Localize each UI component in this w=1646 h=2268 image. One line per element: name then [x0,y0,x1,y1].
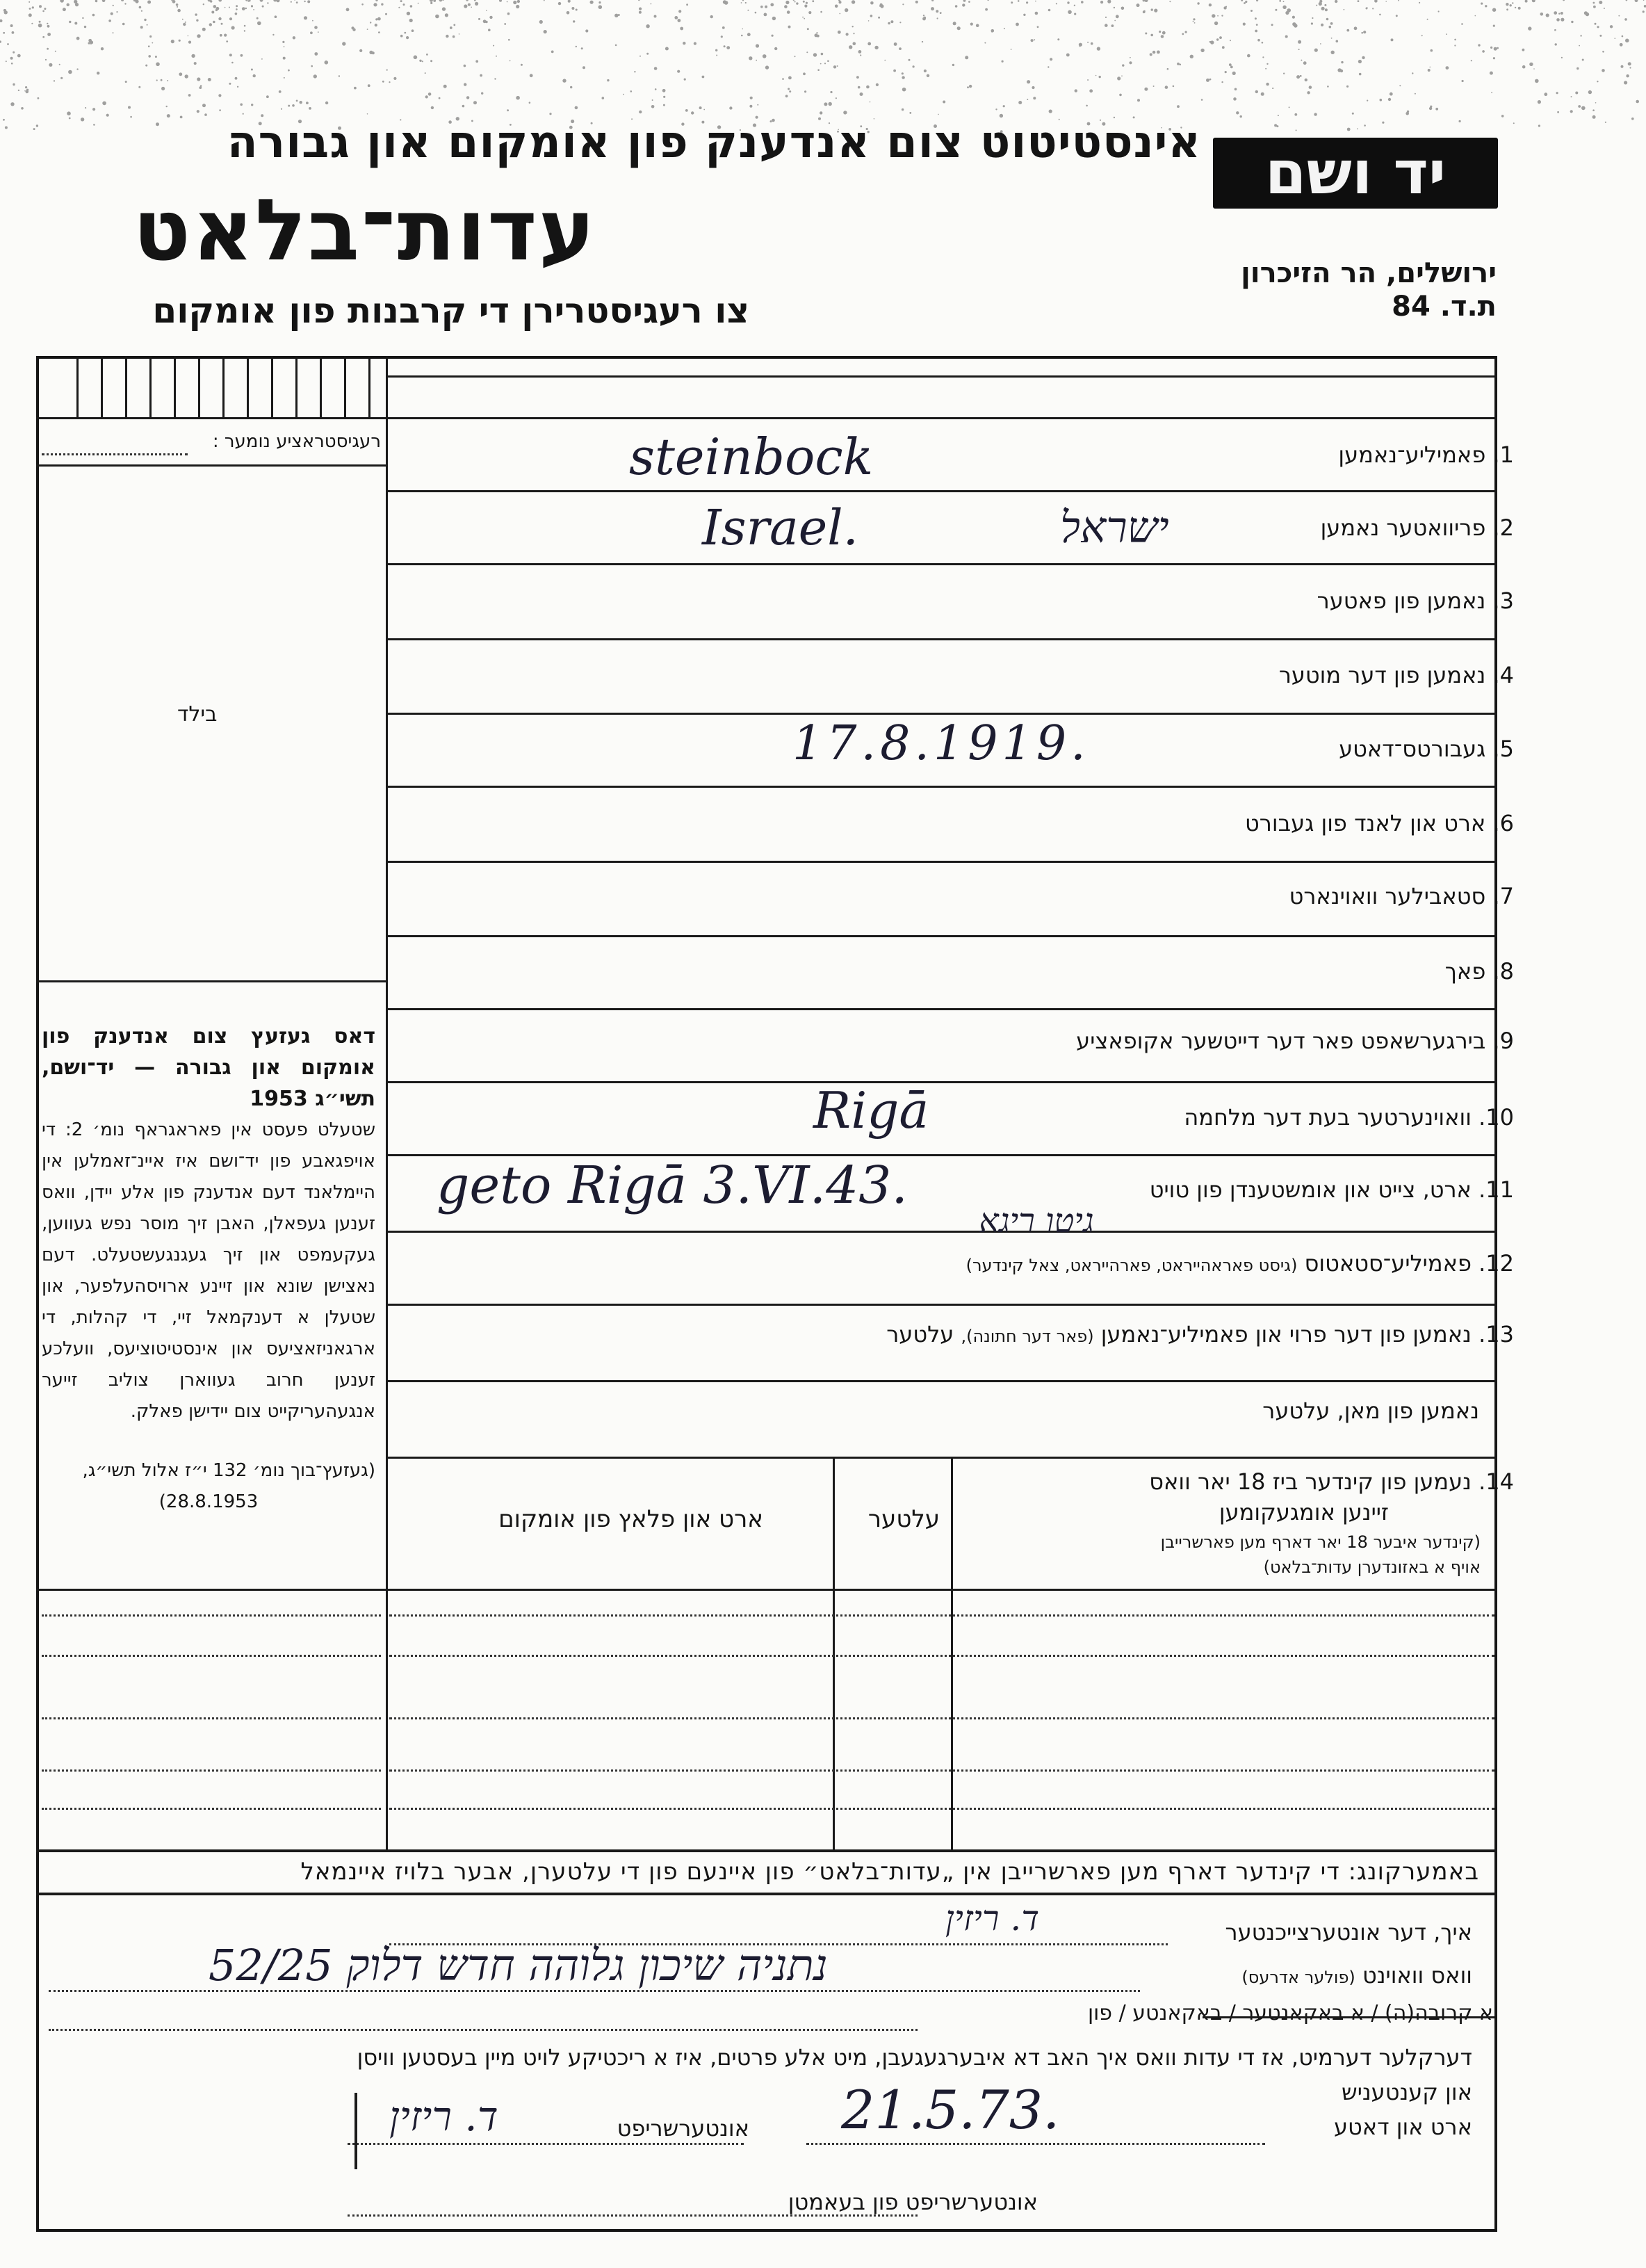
registration-dotline[interactable] [42,453,188,455]
field-8-row [1445,958,1514,985]
date-line[interactable] [806,2143,1265,2145]
photo-label: בילד [177,702,218,727]
signature-label: אונטערשריפט [617,2115,749,2141]
field-4-label: נאמען פון דער מוטער [1278,662,1486,688]
field-10-num: 10. [1478,1104,1514,1131]
children-row-line[interactable] [389,1614,1494,1617]
children-col-divider-1 [833,1457,835,1849]
children-row-line[interactable] [42,1808,381,1810]
children-row-line[interactable] [389,1655,1494,1657]
photo-area[interactable] [42,473,382,973]
field-12-row [966,1250,1514,1277]
field-3-num: 3. [1492,588,1514,614]
field-12-label: פאמיליע־סטאטוס [1304,1250,1472,1277]
field-6-num: 6. [1492,810,1514,836]
field-10-label: וואוינערטער בעת דער מלחמה [1184,1104,1472,1131]
signature-stroke [355,2093,357,2169]
remark-top-rule [36,1849,1497,1852]
signer-value[interactable]: ד. ריזין [945,1898,1040,1938]
institute-name: אינסטיטוט צום אנדענק פון אומקום און גבורה [227,117,1201,168]
field-1-label: פאמיליע־נאמען [1338,442,1486,468]
field-5-num: 5. [1492,736,1514,762]
address-label: וואס וואוינט [1362,1962,1472,1988]
law-title: דאס געזעץ צום אנדענק פון אומקום און גבורה — יד־ושם, תשי״ג 1953 [42,1024,375,1111]
field-8-label: פאך [1444,958,1486,985]
relation-strike [1203,2016,1494,2018]
field-2-row [1321,515,1514,541]
field-4-row [1279,662,1514,688]
field-2-num: 2. [1492,515,1514,541]
declaration-line-1: דערקלער דערמיט, אז די עדות וואס איך האב דא איבערגעגעבן, מיט אלע פרטים, איז א ריכטיקע לויט מיין בעסטען וויסן [357,2044,1472,2071]
children-row-line[interactable] [389,1769,1494,1772]
field-12-note: (גיסט פאראהייראט, פארהייראט, צאל קינדער) [965,1256,1298,1275]
address-line-2: ת.ד. 84 [1392,291,1497,323]
field-12-num: 12. [1478,1250,1514,1277]
field-1-value[interactable]: steinbock [629,428,874,486]
children-title-line-2: זיינען אומגעקומען [1219,1499,1389,1525]
field-13-tail: עלטער [886,1321,954,1347]
children-note-2: אויף א באזונדערן עדות־בלאט) [1263,1557,1481,1577]
address-line-1: ירושלים, הר הזיכרון [1241,257,1497,289]
top-rule-2 [386,417,1497,419]
field-9-label: בירגערשאפט פאר דער דייטשער אקופאציע [1076,1028,1486,1054]
field-6-row [1245,810,1514,836]
reg-boxes-bottom [36,417,386,419]
law-date: (28.8.1953 [158,1491,259,1512]
signature-line[interactable] [348,2143,744,2145]
field-9-row [1076,1028,1514,1054]
field-7-row [1289,883,1514,909]
field-11-row [1150,1176,1514,1203]
law-top-rule [36,980,386,982]
declaration-line-2: און קענטעניש [1342,2079,1472,2105]
address-note: (פולער אדרעס) [1241,1968,1355,1987]
field-11-label: ארט, צייט און אומשטענדן פון טויט [1149,1176,1472,1203]
children-col-place: ארט און פלאץ פון אומקום [498,1505,763,1533]
field-4-num: 4. [1492,662,1514,688]
signer-label: איך, דער אונטערצייכנטער [1225,1919,1472,1945]
field-7-label: סטאבילער וואוינארט [1289,883,1486,909]
relation-label: א קרובה(ה) / א באקאנטער / באקאנטע / פון [1087,2001,1493,2025]
remark-bottom-rule [36,1893,1497,1895]
field-6-label: ארט און לאנד פון געבורט [1245,810,1486,836]
sidebar-divider [386,356,388,1851]
children-col-age: עלטער [867,1505,940,1533]
field-9-num: 9. [1492,1028,1514,1054]
field-3-label: נאמען פון פאטער [1317,588,1486,614]
law-text-block [42,1021,375,1518]
field-13-note: (פאר דער חתונה), [961,1327,1094,1346]
registration-label: רעגיסטראציע נומער : [212,431,381,452]
field-5-label: געבורטס־דאטע [1339,736,1486,762]
children-num: 14. [1478,1468,1514,1495]
official-signature-label: אונטערשריפט פון בעאמטן [788,2189,1038,2215]
children-header-rule [36,1589,1497,1591]
field-10-row [1184,1104,1514,1131]
address-row [1241,1962,1472,1988]
logo-text: יד ושם [1264,138,1447,208]
children-row-line[interactable] [42,1769,381,1772]
field-2-value-yiddish[interactable]: ישראל [1060,502,1169,553]
date-label: ארט און דאטע [1333,2114,1472,2140]
signature-value[interactable]: ד. ריזין [389,2093,498,2140]
law-reference: (געזעץ־בוך נומ׳ 132 י״ז אלול תשי״ג, [82,1460,375,1481]
children-row-line[interactable] [389,1808,1494,1810]
children-note-1: (קינדער איבער 18 יאר דארף מען פארשרייבן [1160,1532,1481,1552]
field-7-num: 7. [1492,883,1514,909]
children-row-line[interactable] [42,1614,381,1617]
photo-top-rule [36,464,386,467]
field-2-value[interactable]: Israel. [702,499,858,556]
field-13-label: נאמען פון דער פרוי און פאמיליע־נאמען [1100,1321,1472,1347]
field-1-num: 1. [1492,442,1514,468]
children-title-line-1 [1149,1468,1514,1495]
field-1-row [1338,442,1514,468]
date-value[interactable]: 21.5.73. [841,2079,1060,2141]
field-5-row [1339,736,1514,762]
children-row-line[interactable] [42,1717,381,1719]
field-8-num: 8. [1492,958,1514,985]
relation-line[interactable] [49,2029,918,2031]
children-col-divider-2 [951,1457,953,1849]
form-title: עדות־בלאט [133,181,596,280]
field-3-row [1317,588,1514,614]
field-11-num: 11. [1478,1176,1514,1203]
law-text: שטעלט פעסט אין פאראגראף נומ׳ 2: די אויפגאבע פון יד־ושם איז איינ־זאמלען אין היימלאנד דעם אנדענק פון אלע יידן, וואס זענען געפאלן, האבן זיך מוסר נפש געווען, געקעמפט און זיך געגנגעשטעלט. דעם נאצישן שונא און זיינע ארויסהעלפער, און שטעלן א דענקמאל זיי, די קהלות, די ארגאניזאציעס און אינסטיטוציעס, וועלכע זענען חרוב געווארן צוליב זייער אנגעהעריקייט צום יידישן פאלק. [42,1119,375,1422]
official-signature-line[interactable] [348,2214,918,2217]
address-value[interactable]: נתניה שיכון גלוהה חדש דלוק 52/25 [209,1940,828,1991]
field-13-num: 13. [1478,1321,1514,1347]
field-13-row [886,1321,1514,1347]
form-subtitle: צו רעגיסטרירן די קרבנות פון אומקום [152,291,749,331]
yad-vashem-logo [1213,138,1498,209]
children-row-line[interactable] [42,1655,381,1657]
field-10-value[interactable]: Rigā [813,1081,929,1140]
field-11-value-yiddish[interactable]: גיטו ריגא [979,1201,1094,1240]
children-title: נעמען פון קינדער ביז 18 יאר וואס [1149,1468,1472,1495]
remark-text: באמערקונג: די קינדער דארף מען פארשרייבן אין „עדות־בלאט״ פון איינעם פון די עלטערן, אבער בלויז איינמאל [300,1858,1479,1886]
top-rule [386,375,1497,378]
husband-label: נאמען פון מאן, עלטער [1262,1398,1479,1424]
children-row-line[interactable] [389,1717,1494,1719]
field-5-value[interactable]: 17.8.1919. [792,716,1090,771]
field-11-value[interactable]: geto Rigā 3.VI.43. [437,1156,908,1215]
field-2-label: פריוואטער נאמען [1320,515,1486,541]
